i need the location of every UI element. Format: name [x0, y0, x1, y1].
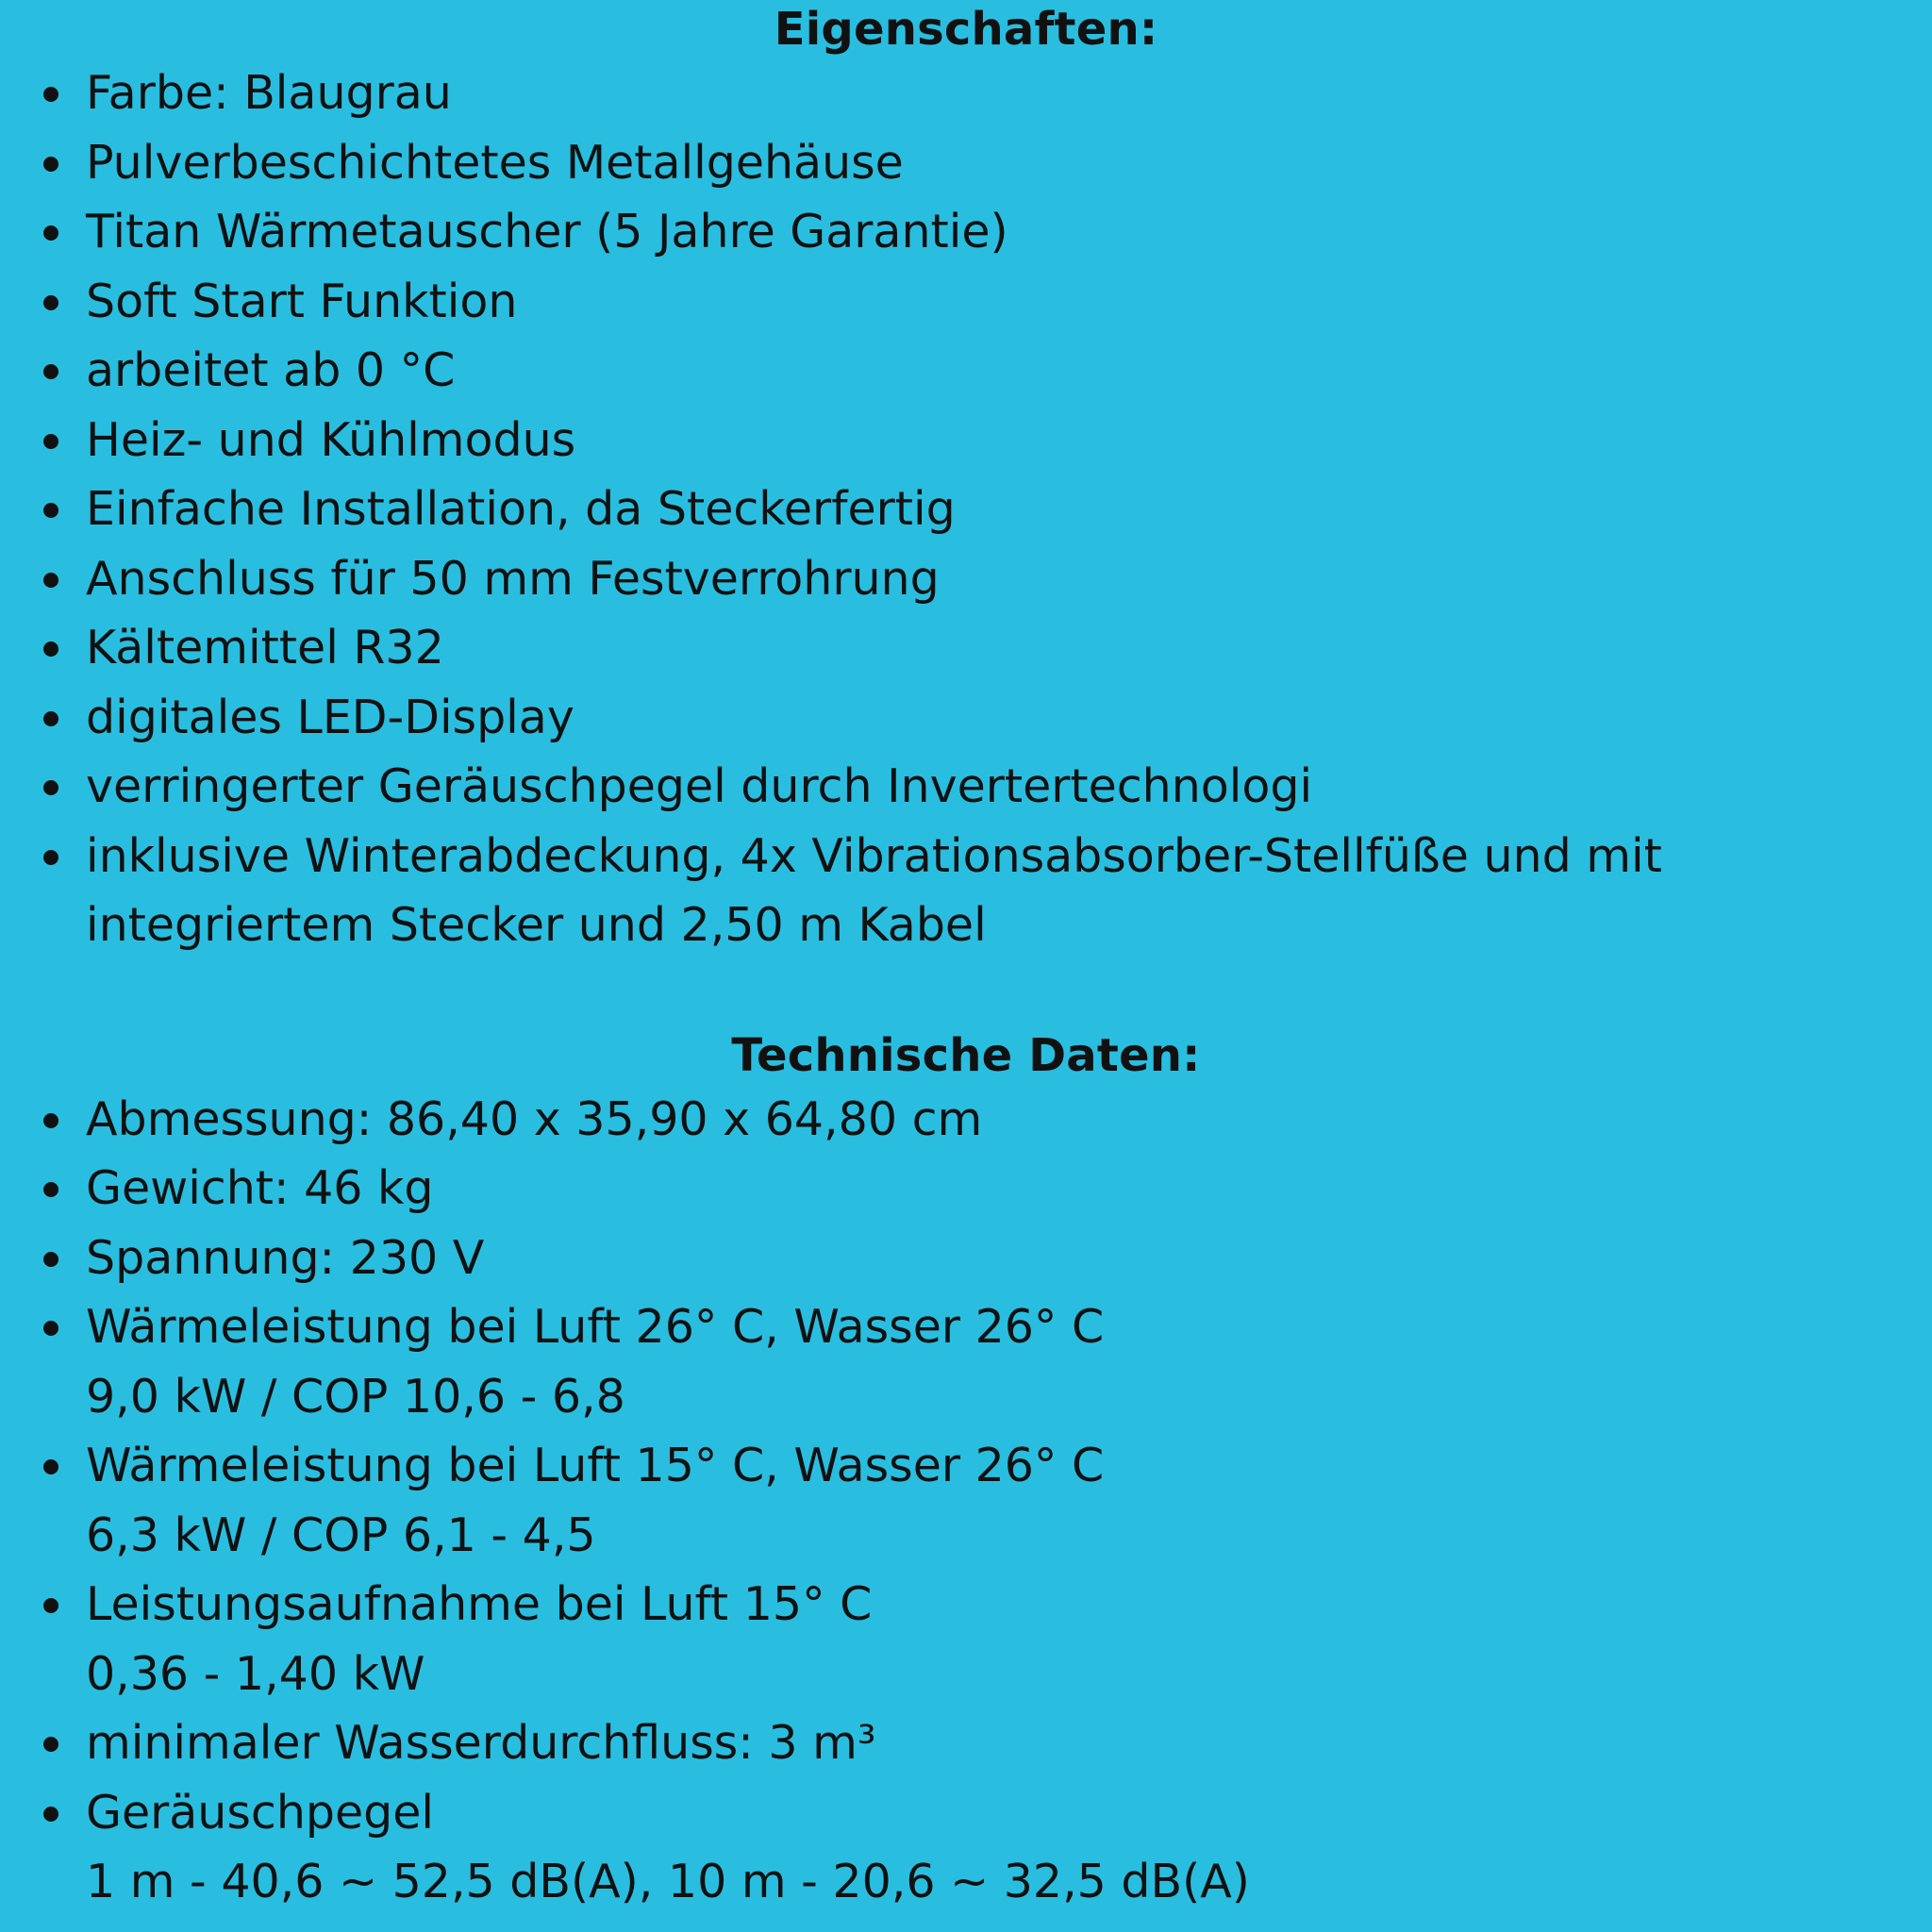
list-item-text: Einfache Installation, da Steckerfertig	[86, 482, 956, 536]
bullet-icon	[43, 157, 58, 172]
list-item	[0, 406, 1932, 475]
bullet-icon	[43, 711, 58, 726]
list-item-text: Farbe: Blaugrau	[86, 66, 452, 120]
bullet-icon	[43, 573, 58, 588]
list-item	[0, 475, 1932, 544]
list-item-text: Wärmeleistung bei Luft 26° C, Wasser 26° C	[86, 1300, 1105, 1354]
list-item-text: Heiz- und Kühlmodus	[86, 412, 576, 467]
bullet-icon	[43, 1113, 58, 1128]
list-item-text: Gewicht: 46 kg	[86, 1161, 434, 1215]
list-item	[0, 613, 1932, 683]
list-item-text: minimaler Wasserdurchfluss: 3 m³	[86, 1716, 876, 1770]
list-item-text: Kältemittel R32	[86, 621, 444, 675]
list-item	[0, 544, 1932, 614]
list-item-text: Geräuschpegel	[86, 1785, 434, 1840]
list-item	[0, 822, 1932, 960]
bullet-icon	[43, 641, 58, 657]
list-item-text: Spannung: 230 V	[86, 1230, 485, 1285]
list-item-text: 9,0 kW / COP 10,6 - 6,8	[86, 1369, 625, 1424]
list-item-text: inklusive Winterabdeckung, 4x Vibrationsabsorber-Stellfüße und mit	[86, 828, 1662, 883]
list-item-text: digitales LED-Display	[86, 690, 575, 744]
list-item-text: Anschluss für 50 mm Festverrohrung	[86, 551, 940, 606]
list-item	[0, 1085, 1932, 1155]
list-item-text: Soft Start Funktion	[86, 274, 518, 328]
list-item	[0, 683, 1932, 753]
bullet-icon	[43, 364, 58, 379]
bullet-icon	[43, 850, 58, 865]
list-item	[0, 752, 1932, 822]
bullet-icon	[43, 1807, 58, 1822]
list-item-text: 6,3 kW / COP 6,1 - 4,5	[86, 1507, 596, 1562]
technische-daten-list	[0, 1085, 1932, 1917]
section-title-technische-daten: Technische Daten:	[731, 1028, 1201, 1082]
section-title-eigenschaften: Eigenschaften:	[774, 3, 1158, 56]
bullet-icon	[43, 503, 58, 518]
list-item-text: integriertem Stecker und 2,50 m Kabel	[86, 898, 987, 952]
list-item	[0, 1570, 1932, 1708]
list-item-text: Titan Wärmetauscher (5 Jahre Garantie)	[86, 205, 1008, 258]
list-item	[0, 197, 1932, 267]
list-item-text: 0,36 - 1,40 kW	[86, 1646, 425, 1701]
list-item	[0, 1708, 1932, 1778]
bullet-icon	[43, 780, 58, 795]
bullet-icon	[43, 1321, 58, 1336]
list-item	[0, 1431, 1932, 1570]
bullet-icon	[43, 1182, 58, 1197]
list-item	[0, 267, 1932, 337]
bullet-icon	[43, 1737, 58, 1752]
bullet-icon	[43, 434, 58, 449]
list-item	[0, 336, 1932, 406]
bullet-icon	[43, 295, 58, 310]
list-item	[0, 1778, 1932, 1917]
list-item-text: arbeitet ab 0 °C	[86, 343, 456, 397]
bullet-icon	[43, 1252, 58, 1267]
list-item-text: Pulverbeschichtetes Metallgehäuse	[86, 135, 904, 190]
list-item	[0, 58, 1932, 128]
list-item	[0, 1224, 1932, 1293]
bullet-icon	[43, 87, 58, 102]
list-item	[0, 1292, 1932, 1431]
list-item-text: Wärmeleistung bei Luft 15° C, Wasser 26° C	[86, 1439, 1105, 1492]
list-item	[0, 1154, 1932, 1224]
bullet-icon	[43, 225, 58, 241]
eigenschaften-list	[0, 58, 1932, 960]
list-item-text: Leistungsaufnahme bei Luft 15° C	[86, 1577, 873, 1631]
bullet-icon	[43, 1459, 58, 1474]
list-item-text: 1 m - 40,6 ~ 52,5 dB(A), 10 m - 20,6 ~ 32,5 dB(A)	[86, 1855, 1250, 1908]
list-item	[0, 128, 1932, 198]
list-item-text: verringerter Geräuschpegel durch Invertertechnologi	[86, 759, 1313, 813]
bullet-icon	[43, 1598, 58, 1613]
list-item-text: Abmessung: 86,40 x 35,90 x 64,80 cm	[86, 1091, 983, 1146]
